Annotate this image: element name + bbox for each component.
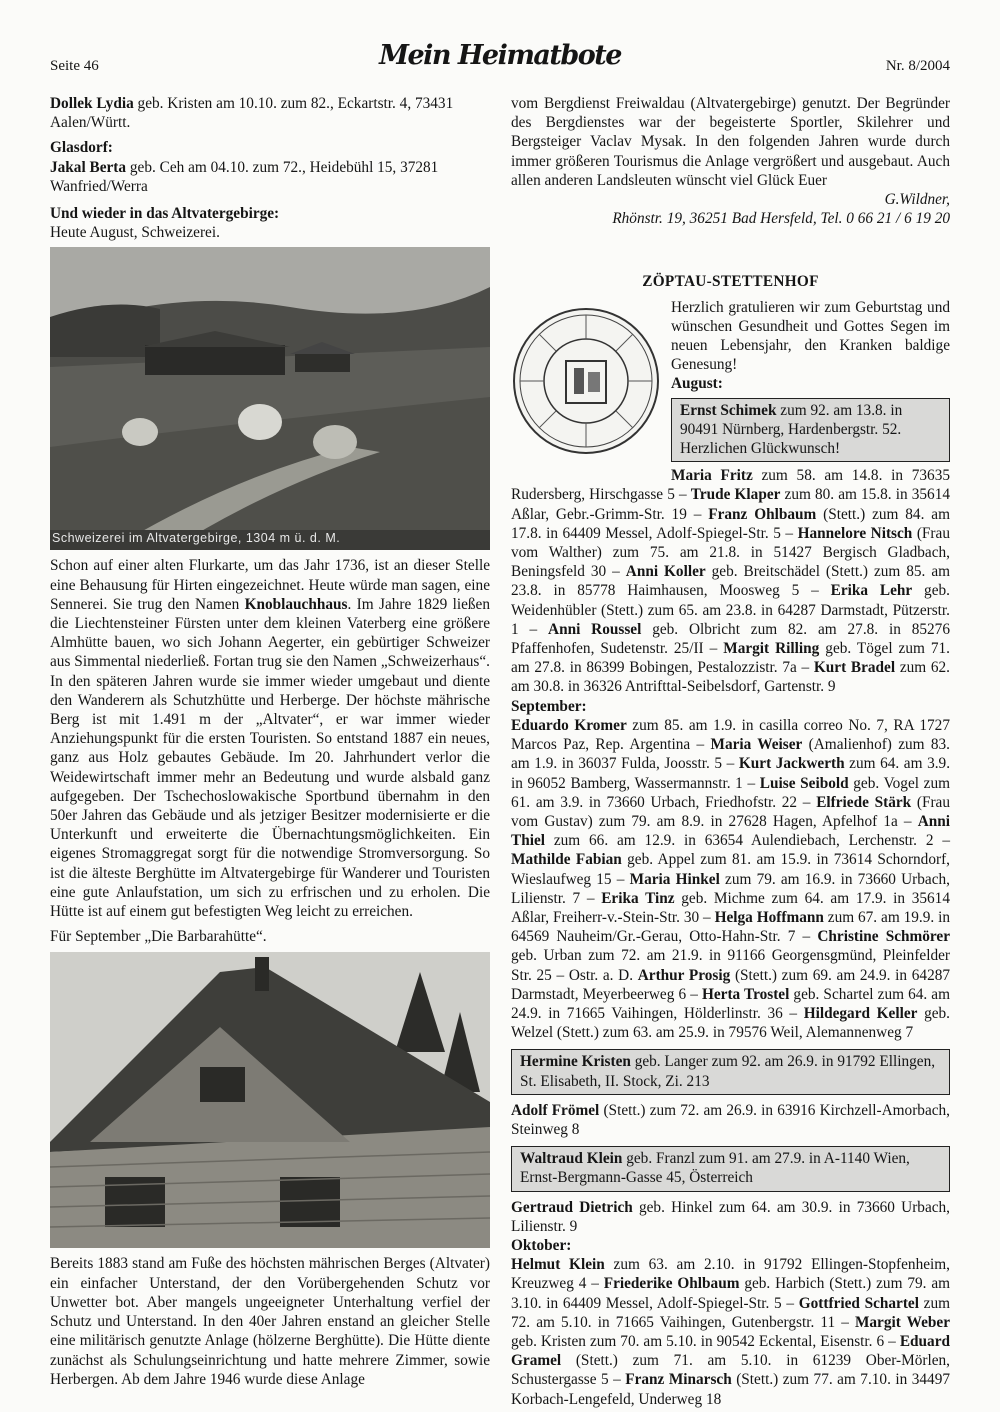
masthead-logo: Mein Heimatbote: [379, 40, 621, 71]
signature-name: G.Wildner,: [884, 191, 950, 209]
paragraph-continued: vom Bergdienst Freiwaldau (Altvatergebirge) genutzt. Der Begründer des Bergdienstes war der begeisterte Sportler, Skilehrer und Bergsteiger Vaclav Mysak. In den folgenden Jahren wurde durch immer größeren Tourismus die Anlage vergrößert und ausgebaut. Auch allen anderen Landsleuten wünscht viel Glück Euer: [511, 95, 950, 189]
highlight-box-klein: Waltraud Klein geb. Franzl zum 91. am 27.9. in A-1140 Wien, Ernst-Bergmann-Gasse 45, Österreich: [511, 1146, 950, 1191]
glasdorf-heading: Glasdorf:: [50, 139, 113, 157]
signature-address: Rhönstr. 19, 36251 Bad Hersfeld, Tel. 0 66 21 / 6 19 20: [612, 210, 950, 228]
highlight-box-kristen: Hermine Kristen geb. Langer zum 92. am 26.9. in 91792 Ellingen, St. Elisabeth, II. Stock, Zi. 213: [511, 1049, 950, 1094]
photo-barbarahuette-image: [50, 952, 490, 1248]
photo-caption: Schweizerei im Altvatergebirge, 1304 m ü. d. M.: [52, 531, 341, 546]
page-number: Seite 46: [50, 58, 99, 74]
oktober-entries: Helmut Klein zum 63. am 2.10. in 91792 Ellingen-Stopfenheim, Kreuzweg 4 – Friederike Ohlbaum geb. Harbich (Stett.) zum 79. am 3.10. in 64409 Messel, Adolf-Spiegel-Str. 5 – Gottfried Schartel zum 72. am 5.10. in 71665 Vaihingen, Gutenbergstr. 11 – Margit Weber geb. Kristen zum 70. am 5.10. in 90542 Eckental, Eisenstr. 6 – Eduard Gramel (Stett.) zum 71. am 5.10. in 61239 Ober-Mörlen, Schustergasse 5 – Franz Minarsch (Stett.) zum 77. am 7.10. in 34497 Korbach-Lengefeld, Underweg 18: [511, 1256, 951, 1408]
month-september: September:: [511, 697, 587, 715]
seal-emblem-icon: [511, 306, 661, 456]
paragraph-schweizerei: Schon auf einer alten Flurkarte, um das Jahr 1736, ist an dieser Stelle eine Behausung für Hirten eingezeichnet. Heute würde man sagen, eine Sennerei. Sie trug den Namen Knoblauchhaus. Im Jahre 1829 ließen die Liechtensteiner Fürsten unter dem kleinen Vaterberg eine größere Almhütte bauen, wo sich Johann Aegerter, ein gebürtiger Schweizer aus Simmental niederließ. Fortan trug sie den Namen „Schweizerhaus“. In den späteren Jahren wurde sie immer wieder umgebaut und diente den Wanderern als Schutzhütte und Herberge. Der höchste mährische Berg ist mit 1.491 m der „Altvater“, er war immer wieder Anziehungspunkt für die ersten Touristen. So entstand 1887 ein neues, ganz aus Holz gebautes Gebäude. Im 20. Jahrhundert verlor die Weidewirtschaft immer mehr an Bedeutung und wurde alsbald ganz aufgegeben. Der Tschechoslowakische Sportbund übernahm in den 50er Jahren das Gebäude und als jetziger Besitzer modernisierte er die Unterkunft und erweiterte die Übernachtungsmöglichkeiten. Ein eigenes Stromaggregat sorgt für die notwendige Stromversorgung. So ist die älteste Berghütte im Altvatergebirge für Wanderer und Touristen eine gute Anlaufstation, um sich zu erfrischen und zu erholen. Die Hütte ist auf einem gut befestigten Weg leicht zu erreichen.: [50, 557, 490, 921]
paragraph-barbarahuette: Für September „Die Barbarahütte“.: [50, 928, 267, 946]
entry-berta: Jakal Berta geb. Ceh am 04.10. zum 72., Heidebühl 15, 37281 Wanfried/Werra: [50, 158, 439, 195]
photo-schweizerei: [50, 247, 490, 550]
entry-froemel: Adolf Frömel (Stett.) zum 72. am 26.9. in 63916 Kirchzell-Amorbach, Steinweg 8: [511, 1101, 950, 1138]
highlight-box-schimek: Ernst Schimek zum 92. am 13.8. in 90491 Nürnberg, Hardenbergstr. 52. Herzlichen Glückwunsch!: [671, 398, 950, 463]
september-entries: Eduardo Kromer zum 85. am 1.9. in casilla correo No. 7, RA 1727 Marcos Paz, Rep. Argentina – Maria Weiser (Amalienhof) zum 83. am 1.9. in 36037 Fulda, Joosstr. 5 – Kurt Jackwerth zum 64. am 3.9. in 96052 Bamberg, Wassermannstr. 1 – Luise Seibold geb. Vogel zum 61. am 3.9. in 73660 Urbach, Friedhofstr. 22 – Elfriede Stärk (Frau vom Gustav) zum 79. am 8.9. in 27628 Hagen, Apfelhof 1a – Anni Thiel zum 66. am 12.9. in 63654 Aulendiebach, Lerchenstr. 2 – Mathilde Fabian geb. Appel zum 81. am 15.9. in 73614 Schorndorf, Wieslaufweg 15 – Maria Hinkel zum 79. am 16.9. in 73660 Urbach, Lilienstr. 7 – Erika Tinz geb. Michme zum 64. am 17.9. in 35614 Aßlar, Freiherr-v.-Stein-Str. 30 – Helga Hoffmann zum 67. am 19.9. in 64569 Nauheim/Gr.-Gerau, Otto-Hahn-Str. 7 – Christine Schmörer geb. Urban zum 72. am 21.9. in 91166 Georgensgmünd, Pleinfelder Str. 25 – Ostr. a. D. Arthur Prosig (Stett.) zum 69. am 24.9. in 64287 Darmstadt, Meyerbeerweg 6 – Herta Trostel geb. Schartel zum 64. am 24.9. in 71665 Vaihingen, Hölderlinstr. 36 – Hildegard Keller geb. Welzel (Stett.) zum 63. am 25.9. in 79576 Weil, Alemannenweg 7: [511, 716, 951, 1042]
section-title-zoeptau: ZÖPTAU-STETTENHOF: [642, 273, 819, 291]
month-august: August:: [671, 375, 723, 393]
left-column: [50, 94, 490, 1389]
issue-number: Nr. 8/2004: [885, 58, 950, 74]
greeting-block: [511, 298, 950, 463]
right-column: [511, 94, 950, 1409]
photo-barbarahuette: [50, 952, 490, 1248]
entry-dietrich: Gertraud Dietrich geb. Hinkel zum 64. am 30.9. in 73660 Urbach, Lilienstr. 9: [511, 1198, 950, 1235]
photo-schweizerei-image: [50, 247, 490, 550]
month-oktober: Oktober:: [511, 1236, 572, 1254]
greeting-text: Herzlich gratulieren wir zum Geburtstag und wünschen Gesundheit und Gottes Segen im neuen Lebensjahr, den Kranken baldige Genesung!: [671, 298, 950, 374]
paragraph-history: Bereits 1883 stand am Fuße des höchsten mährischen Berges (Altvater) ein einfacher Unterstand, der den Vorübergehenden Schutz vor Unwetter bot. Aber mangels ungeeigneter Unterhaltung verfiel der Schutz und Unterstand. In den 40er Jahren enstand an gleicher Stelle eine militärisch genutzte Anlage (hölzerne Berghütte). Die Hütte diente zunächst als Schulungseinrichtung und hatte mehrere Zimmer, sowie Herbergen. Ab dem Jahre 1946 wurde diese Anlage: [50, 1255, 490, 1388]
entry-lydia: Dollek Lydia geb. Kristen am 10.10. zum 82., Eckartstr. 4, 73431 Aalen/Württ.: [50, 95, 454, 132]
august-entries: Maria Fritz zum 58. am 14.8. in 73635 Rudersberg, Hirschgasse 5 – Trude Klaper zum 80. am 15.8. in 35614 Aßlar, Gebr.-Grimm-Str. 19 – Franz Ohlbaum (Stett.) zum 84. am 17.8. in 64409 Messel, Adolf-Spiegel-Str. 5 – Hannelore Nitsch (Frau vom Walther) zum 75. am 21.8. in 51427 Bergisch Gladbach, Beningsfeld 30 – Anni Koller geb. Breitschädel (Stett.) zum 85. am 23.8. in 85778 Haimhausen, Moosweg 5 – Erika Lehr geb. Weidenhübler (Stett.) zum 65. am 23.8. in 64287 Darmstadt, Pützerstr. 1 – Anni Roussel geb. Olbricht zum 82. am 27.8. in 85276 Pfaffenhofen, Sudetenstr. 25/II – Margit Rilling geb. Tögel zum 71. am 27.8. in 86399 Bobingen, Pestalozzistr. 7a – Kurt Bradel zum 62. am 30.8. in 36326 Antrifttal-Seibelsdorf, Gartenstr. 9: [511, 467, 951, 696]
section-subheading: Heute August, Schweizerei.: [50, 224, 220, 242]
section-heading: Und wieder in das Altvatergebirge:: [50, 205, 280, 223]
